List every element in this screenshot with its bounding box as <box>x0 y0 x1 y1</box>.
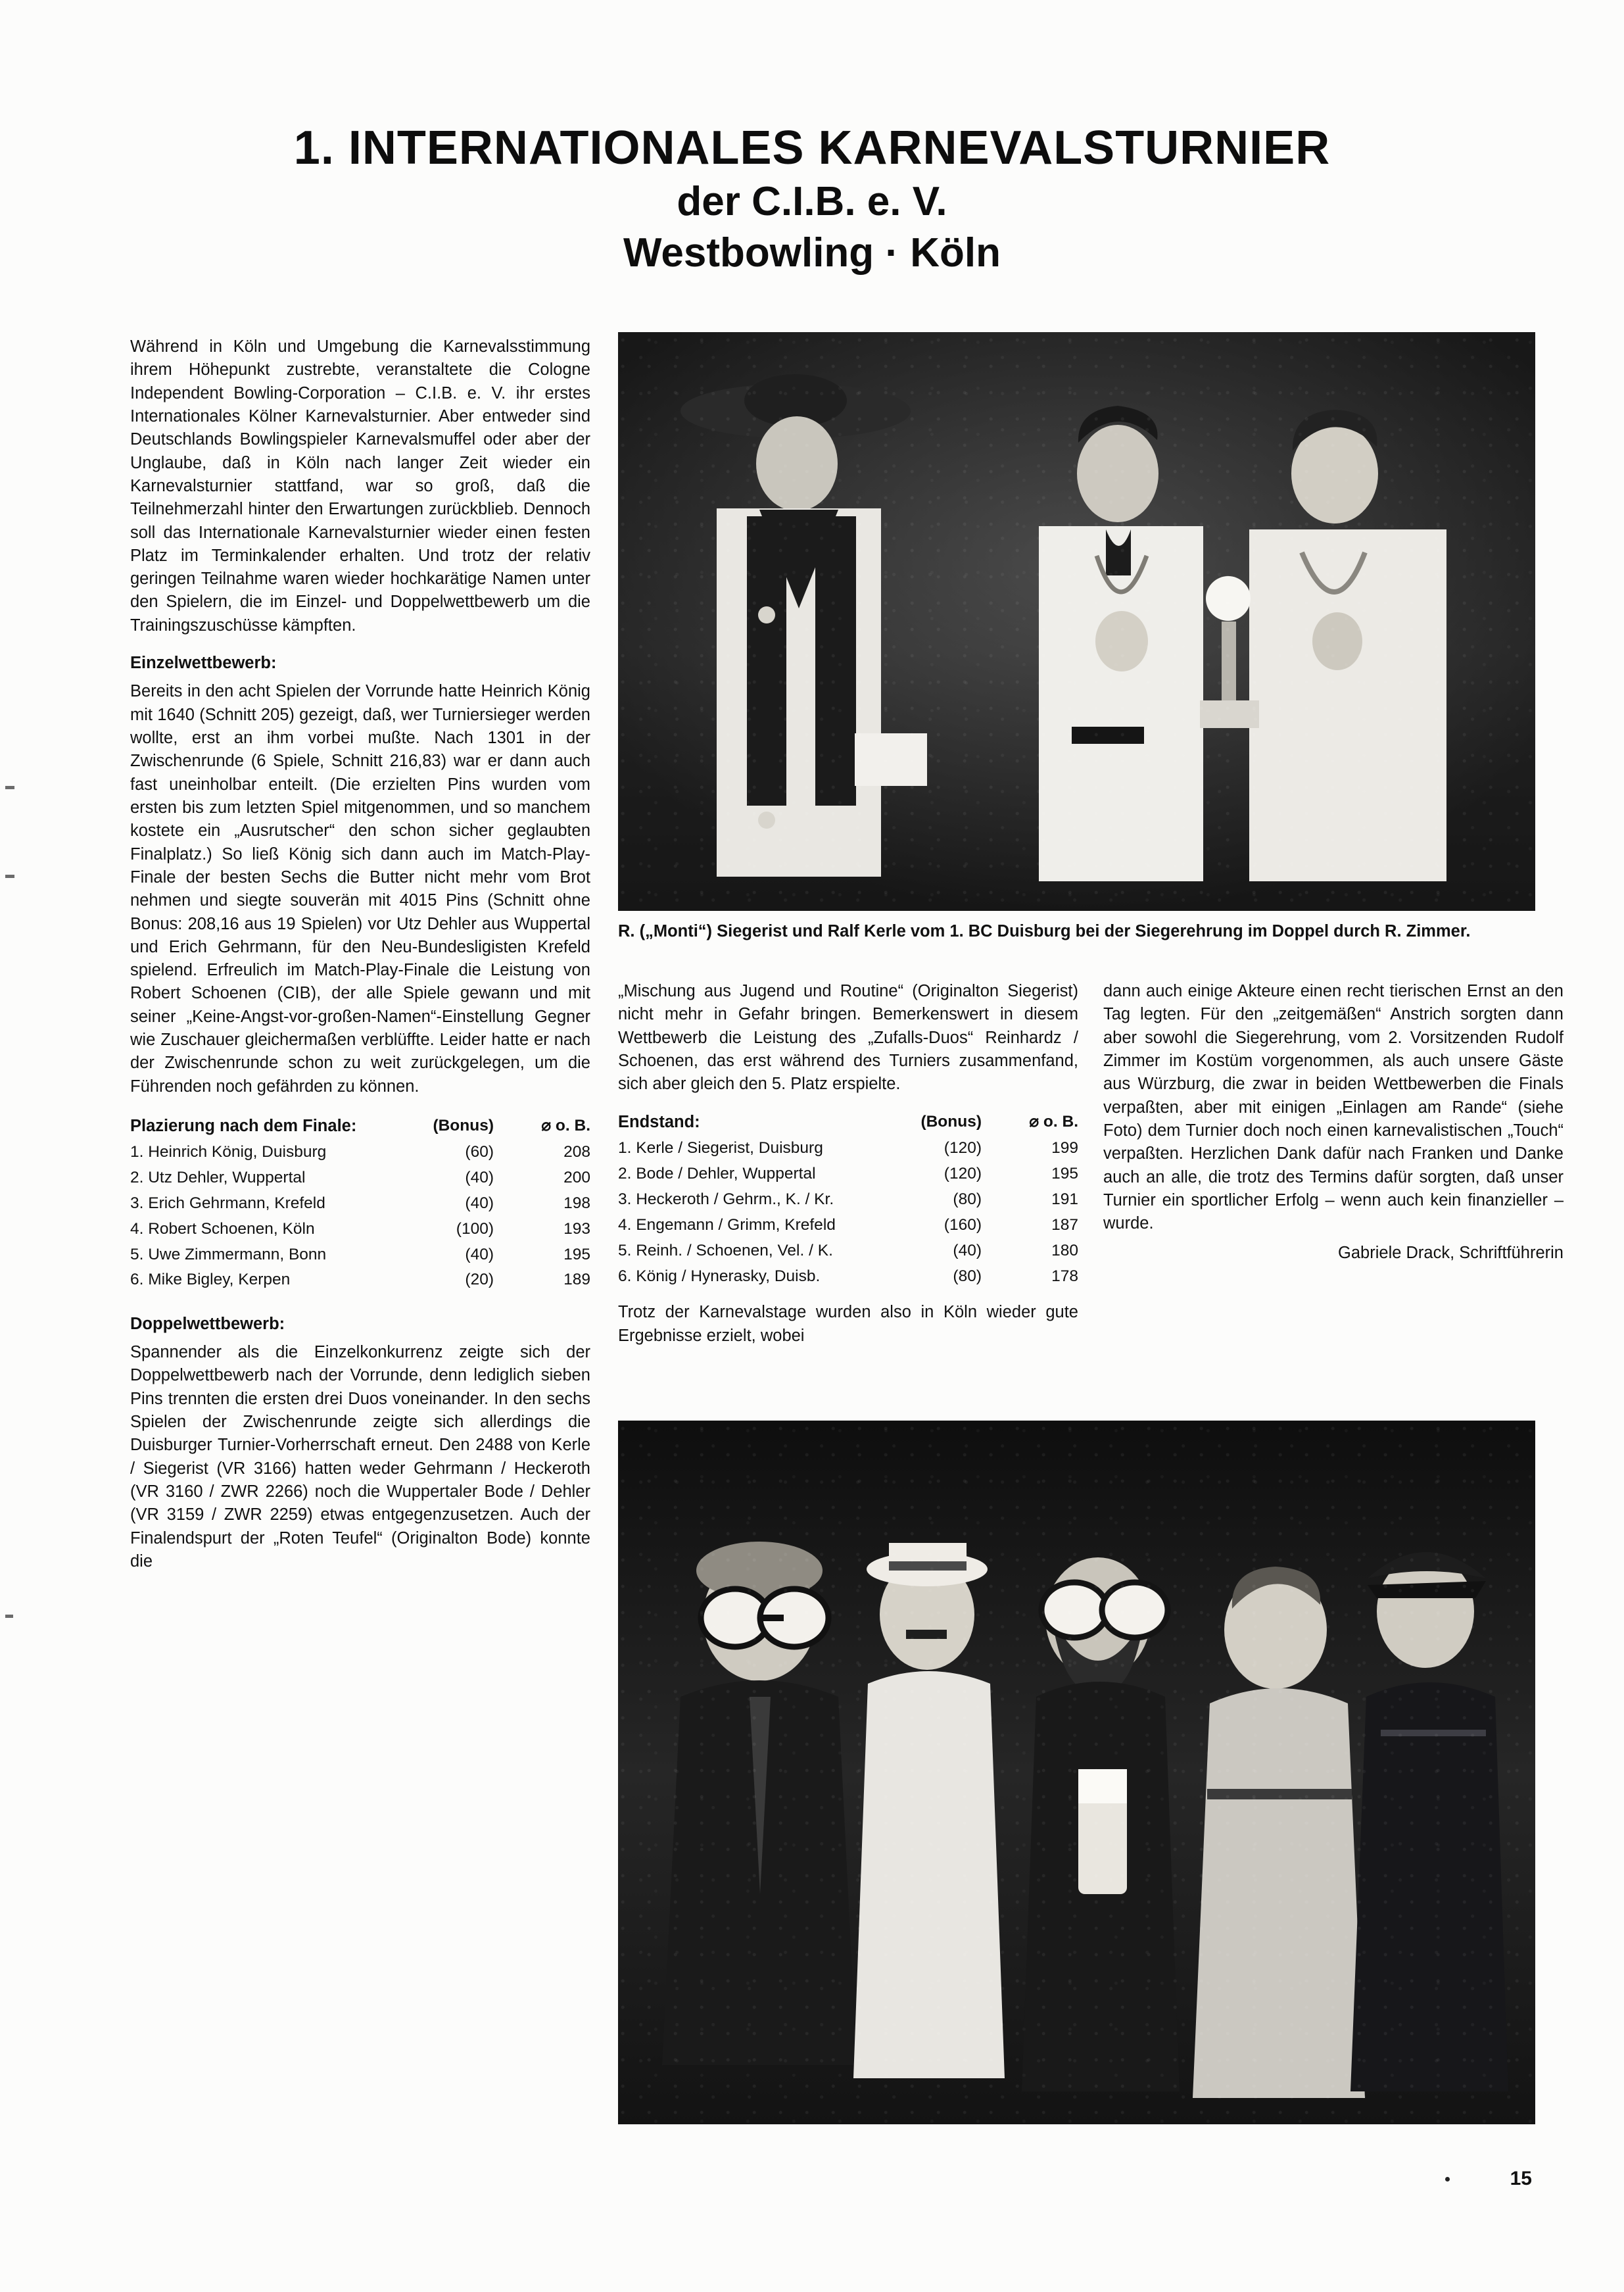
edge-mark <box>5 875 14 878</box>
title-line-3: Westbowling · Köln <box>623 230 1001 276</box>
page-title <box>92 122 1532 278</box>
doppel-paragraph: Spannender als die Einzelkonkurrenz zeigte sich der Doppelwettbewerb nach der Vorrunde, denn lediglich sieben Pins trennten die ersten drei Duos voneinander. In den sechs Spielen der Zwischenrunde zeigte sich allerdings die Duisburger Turnier-Vorherrschaft erneut. Den 2488 von Kerle / Siegerist (VR 3166) hatten weder Gehrmann / Heckeroth (VR 3160 / ZWR 2266) noch die Wuppertaler Bode / Dehler (VR 3159 / ZWR 2259) etwas entgegenzusetzen. Auch der Finalendspurt der „Roten Teufel“ (Originalton Bode) konnte die <box>130 1343 590 1571</box>
table-row <box>618 1161 1078 1187</box>
team-average: 191 <box>1051 1190 1078 1209</box>
photo-caption-top: R. („Monti“) Siegerist und Ralf Kerle vom 1. BC Duisburg bei der Siegerehrung im Doppel durch R. Zimmer. <box>618 922 1471 940</box>
table-row <box>130 1242 590 1267</box>
team-name: 5. Reinh. / Schoenen, Vel. / K. <box>618 1242 833 1260</box>
team-name: 2. Bode / Dehler, Wuppertal <box>618 1165 816 1183</box>
intro-paragraph: Während in Köln und Umgebung die Karnevalsstimmung ihrem Höhepunkt zustrebte, veranstaltete die Cologne Independent Bowling-Corporation – C.I.B. e. V. ihr erstes Internationales Kölner Karnevalsturnier. Aber entweder sind Deutschlands Bowlingspieler Karnevalsmuffel oder aber der Unglaube, daß in Köln nach langer Zeit wieder ein Karnevalsturnier stattfand, war so groß, daß die Teilnehmerzahl hinter den Erwartungen zurückblieb. Dennoch soll das Internationale Karnevalsturnier wieder einen festen Platz im Terminkalender erhalten. Und trotz der relativ geringen Teilnahme waren wieder hochkarätige Namen unter den Spielern, die im Einzel- und Doppelwettbewerb um die Trainingszuschüsse kämpften. <box>130 337 590 635</box>
team-bonus: (120) <box>943 1165 982 1183</box>
einzel-results-block <box>130 1113 590 1293</box>
title-line-2: der C.I.B. e. V. <box>677 178 947 224</box>
team-average: 178 <box>1051 1267 1078 1285</box>
player-name: 5. Uwe Zimmermann, Bonn <box>130 1245 327 1263</box>
edge-mark <box>5 1615 13 1618</box>
team-bonus: (120) <box>943 1139 982 1158</box>
team-average: 199 <box>1051 1139 1078 1158</box>
team-average: 195 <box>1051 1165 1078 1183</box>
article-signature: Gabriele Drack, Schriftführerin <box>1338 1244 1564 1263</box>
endstand-col-bonus: (Bonus) <box>920 1113 982 1131</box>
print-dot-mark <box>1445 2177 1450 2182</box>
endstand-results-table <box>618 1109 1078 1290</box>
player-bonus: (100) <box>456 1219 494 1238</box>
column-left <box>130 335 590 1573</box>
player-average: 195 <box>563 1245 590 1263</box>
table-row <box>130 1165 590 1190</box>
photo-award-ceremony-image <box>618 332 1535 911</box>
heading-doppelwettbewerb: Doppelwettbewerb: <box>130 1314 285 1333</box>
column-middle <box>618 980 1078 1348</box>
column-right <box>1103 980 1564 1265</box>
player-bonus: (20) <box>465 1271 494 1289</box>
player-bonus: (40) <box>465 1168 494 1186</box>
team-bonus: (40) <box>953 1242 982 1260</box>
table-row <box>130 1190 590 1216</box>
table-row <box>618 1213 1078 1238</box>
player-average: 200 <box>563 1168 590 1186</box>
player-name: 2. Utz Dehler, Wuppertal <box>130 1168 306 1186</box>
player-name: 4. Robert Schoenen, Köln <box>130 1219 315 1238</box>
team-average: 180 <box>1051 1242 1078 1260</box>
einzel-table-title: Plazierung nach dem Finale: <box>130 1116 357 1135</box>
player-bonus: (40) <box>465 1194 494 1212</box>
player-name: 6. Mike Bigley, Kerpen <box>130 1271 291 1289</box>
table-header-row <box>618 1109 1078 1136</box>
page-number: 15 <box>1510 2168 1532 2189</box>
table-row <box>618 1187 1078 1213</box>
player-name: 1. Heinrich König, Duisburg <box>130 1142 327 1161</box>
team-name: 6. König / Hynerasky, Duisb. <box>618 1267 821 1285</box>
player-average: 208 <box>563 1142 590 1161</box>
player-name: 3. Erich Gehrmann, Krefeld <box>130 1194 325 1212</box>
title-line-1: 1. INTERNATIONALES KARNEVALSTURNIER <box>293 122 1331 174</box>
photo-group-costumes-image <box>618 1421 1535 2124</box>
table-row <box>130 1139 590 1165</box>
player-bonus: (60) <box>465 1142 494 1161</box>
heading-einzelwettbewerb: Einzelwettbewerb: <box>130 654 277 673</box>
endstand-results-block <box>618 1109 1078 1290</box>
table-row <box>618 1136 1078 1161</box>
team-bonus: (80) <box>953 1267 982 1285</box>
endstand-col-average: ⌀ o. B. <box>1029 1113 1078 1131</box>
photo-award-ceremony <box>618 332 1535 911</box>
einzel-col-average: ⌀ o. B. <box>541 1116 590 1134</box>
einzel-results-table <box>130 1113 590 1293</box>
player-average: 189 <box>563 1271 590 1289</box>
table-header-row <box>130 1113 590 1139</box>
table-row <box>618 1263 1078 1289</box>
player-average: 193 <box>563 1219 590 1238</box>
table-row <box>130 1267 590 1293</box>
team-average: 187 <box>1051 1216 1078 1234</box>
einzel-paragraph: Bereits in den acht Spielen der Vorrunde hatte Heinrich König mit 1640 (Schnitt 205) gezeigt, daß, wer Turniersieger werden wollte, erst an ihm vorbei mußte. Nach 1301 in der Zwischenrunde (6 Spiele, Schnitt 216,83) war er dann auch fast uneinholbar enteilt. (Die erzielten Pins wurden vom ersten bis zum letzten Spiel mitgenommen, und so manchem kostete ein „Ausrutscher“ den schon sicher geglaubten Finalplatz.) So ließ König sich dann auch im Match-Play-Finale der besten Sechs die Butter nicht mehr vom Brot nehmen und siegte souverän mit 4015 Pins (Schnitt ohne Bonus: 208,16 aus 19 Spielen) vor Utz Dehler aus Wuppertal und Erich Gehrmann, für den Neu-Bundesligisten Krefeld spielend. Erfreulich im Match-Play-Finale die Leistung von Robert Schoenen (CIB), der alle Spiele gewann und mit seiner „Keine-Angst-vor-großen-Namen“-Einstellung Gegner wie Zuschauer gleichermaßen verblüffte. Leider hatte er nach der Zwischenrunde schon zu weit zurückgelegen, um die Führenden noch gefährden zu können. <box>130 682 590 1096</box>
doppel-continued-paragraph: „Mischung aus Jugend und Routine“ (Originalton Siegerist) nicht mehr in Gefahr bringen. Bemerkenswert in diesem Wettbewerb die Leistung des „Zufalls-Duos“ Reinhardz / Schoenen, das erst während des Turniers zusammenfand, sich aber gleich den 5. Platz erspielte. <box>618 982 1078 1094</box>
closing-paragraph-middle: Trotz der Karnevalstage wurden also in Köln wieder gute Ergebnisse erzielt, wobei <box>618 1303 1078 1345</box>
team-bonus: (80) <box>953 1190 982 1209</box>
einzel-col-bonus: (Bonus) <box>433 1116 494 1134</box>
player-average: 198 <box>563 1194 590 1212</box>
team-name: 1. Kerle / Siegerist, Duisburg <box>618 1139 823 1158</box>
table-row <box>618 1238 1078 1264</box>
photo-group-costumes <box>618 1421 1535 2124</box>
edge-mark <box>5 786 14 789</box>
closing-paragraph-right: dann auch einige Akteure einen recht tierischen Ernst an den Tag legten. Für den „zeitgemäßen“ Anstrich sorgten dann aber sowohl die Siegerehrung, vom 2. Vorsitzenden Rudolf Zimmer im Kostüm vorgenommen, als auch unsere Gäste aus Würzburg, die zwar in beiden Wettbewerben die Finals verpaßten, aber mit einigen „Einlagen am Rande“ (siehe Foto) dem Turnier doch noch einen karnevalistischen „Touch“ verpaßten. Herzlichen Dank dafür nach Franken und Danke auch an alle, die trotz des Termins dafür sorgten, daß unser Turnier ein sportlicher Erfolg – wenn auch kein finanzieller – wurde. <box>1103 982 1564 1233</box>
team-name: 3. Heckeroth / Gehrm., K. / Kr. <box>618 1190 834 1209</box>
endstand-table-title: Endstand: <box>618 1113 700 1132</box>
player-bonus: (40) <box>465 1245 494 1263</box>
team-bonus: (160) <box>943 1216 982 1234</box>
table-row <box>130 1216 590 1242</box>
team-name: 4. Engemann / Grimm, Krefeld <box>618 1216 836 1234</box>
